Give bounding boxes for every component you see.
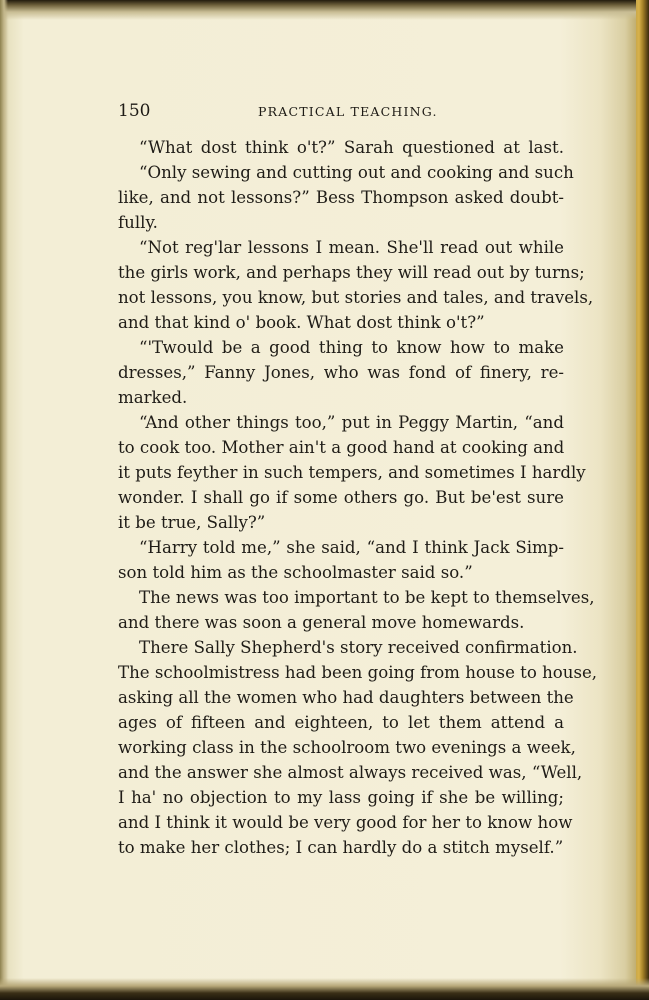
text-line: “And other things too,” put in Peggy Martin, “and: [139, 413, 564, 432]
text-line: “Harry told me,” she said, “and I think Jack Simp-: [139, 538, 564, 557]
text-line: “What dost think o't?” Sarah questioned at last.: [139, 138, 564, 157]
page-top-shadow: [0, 0, 649, 20]
page-left-edge: [0, 0, 8, 1000]
text-line: asking all the women who had daughters between the: [118, 688, 574, 707]
text-line: I ha' no objection to my lass going if she be willing;: [118, 788, 564, 807]
text-line: it be true, Sally?”: [118, 513, 266, 532]
text-line: “Only sewing and cutting out and cooking and such: [139, 163, 574, 182]
text-line: “'Twould be a good thing to know how to make: [139, 338, 564, 357]
text-line: The news was too important to be kept to themselves,: [139, 588, 595, 607]
text-line: like, and not lessons?” Bess Thompson asked doubt-: [118, 188, 564, 207]
text-line: dresses,” Fanny Jones, who was fond of finery, re-: [118, 363, 564, 382]
text-line: fully.: [118, 213, 158, 232]
text-line: ages of fifteen and eighteen, to let them attend a: [118, 713, 564, 732]
text-line: and that kind o' book. What dost think o't?”: [118, 313, 485, 332]
text-line: the girls work, and perhaps they will read out by turns;: [118, 263, 585, 282]
page-bottom-edge: [0, 978, 649, 1000]
text-line: to make her clothes; I can hardly do a stitch myself.”: [118, 838, 564, 857]
text-line: and there was soon a general move homewards.: [118, 613, 525, 632]
text-line: and I think it would be very good for her to know how: [118, 813, 573, 832]
text-line: “Not reg'lar lessons I mean. She'll read out while: [139, 238, 564, 257]
page-header: [118, 101, 568, 125]
text-line: son told him as the schoolmaster said so.”: [118, 563, 473, 582]
text-line: marked.: [118, 388, 188, 407]
text-line: and the answer she almost always received was, “Well,: [118, 763, 583, 782]
page-number: 150: [118, 101, 151, 121]
text-line: wonder. I shall go if some others go. But be'est sure: [118, 488, 564, 507]
text-line: it puts feyther in such tempers, and sometimes I hardly: [118, 463, 586, 482]
binding-edge: [636, 0, 649, 1000]
text-line: not lessons, you know, but stories and tales, and travels,: [118, 288, 594, 307]
text-line: There Sally Shepherd's story received confirmation.: [139, 638, 578, 657]
text-line: working class in the schoolroom two evenings a week,: [118, 738, 576, 757]
running-head: PRACTICAL TEACHING.: [258, 104, 438, 119]
text-line: The schoolmistress had been going from house to house,: [118, 663, 598, 682]
text-line: to cook too. Mother ain't a good hand at cooking and: [118, 438, 565, 457]
